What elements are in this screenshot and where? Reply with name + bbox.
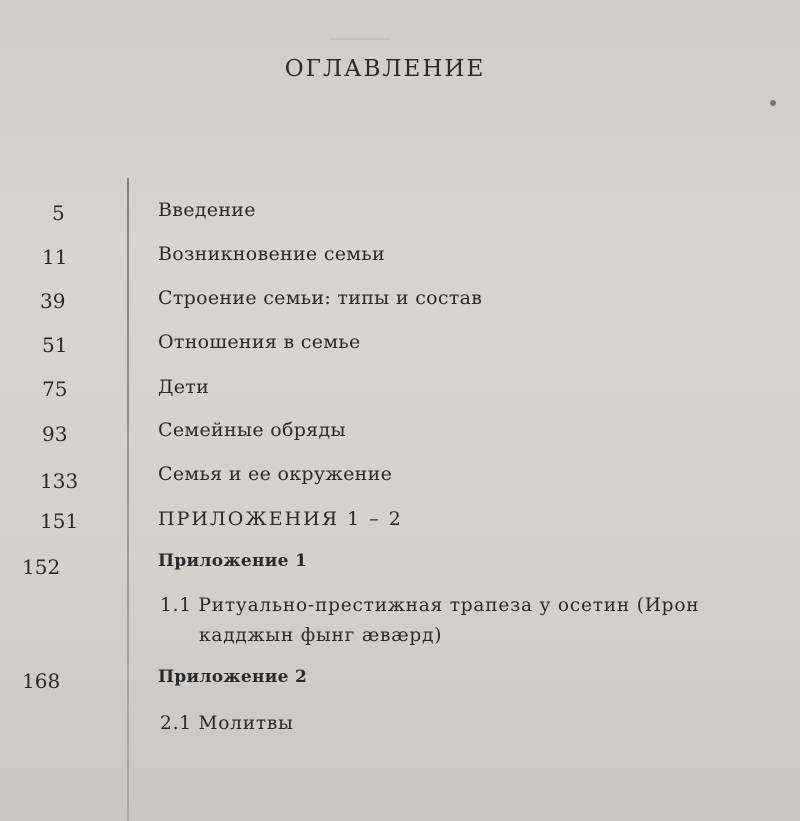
toc-entry-family-structure: Строение семьи: типы и состав <box>158 287 483 309</box>
toc-subentry-prayers: 2.1 Молитвы <box>160 713 294 734</box>
toc-entry-family-origin: Возникновение семьи <box>158 243 385 265</box>
entry-page-number: 93 <box>42 422 68 446</box>
toc-entry-family-rites: Семейные обряды <box>158 419 346 441</box>
toc-entry-introduction: Введение <box>158 199 256 221</box>
toc-entry-appendix-1: Приложение 1 <box>158 551 308 571</box>
entry-page-number: 39 <box>40 289 66 313</box>
toc-subentry-ritual-meal-cont: кадджын фынг æвæрд) <box>199 625 443 646</box>
entry-page-number: 51 <box>42 333 68 357</box>
entry-page-number: 75 <box>42 377 68 401</box>
toc-entry-appendices: ПРИЛОЖЕНИЯ 1 – 2 <box>158 508 403 530</box>
toc-subentry-ritual-meal: 1.1 Ритуально-престижная трапеза у осетин (Ирон <box>160 595 700 616</box>
bleed-through-shadow <box>330 38 390 50</box>
entry-page-number: 133 <box>40 469 79 493</box>
column-divider <box>127 178 129 821</box>
entry-page-number: 5 <box>52 201 65 225</box>
entry-page-number: 11 <box>42 245 68 269</box>
toc-entry-appendix-2: Приложение 2 <box>158 667 308 687</box>
entry-page-number: 152 <box>22 555 61 579</box>
entry-page-number: 168 <box>22 669 61 693</box>
paper-speck <box>770 100 776 106</box>
toc-entry-family-relations: Отношения в семье <box>158 331 361 353</box>
toc-entry-family-surroundings: Семья и ее окружение <box>158 463 393 485</box>
toc-entry-children: Дети <box>158 376 210 398</box>
page-title: ОГЛАВЛЕНИЕ <box>284 56 486 82</box>
entry-page-number: 151 <box>40 509 79 533</box>
